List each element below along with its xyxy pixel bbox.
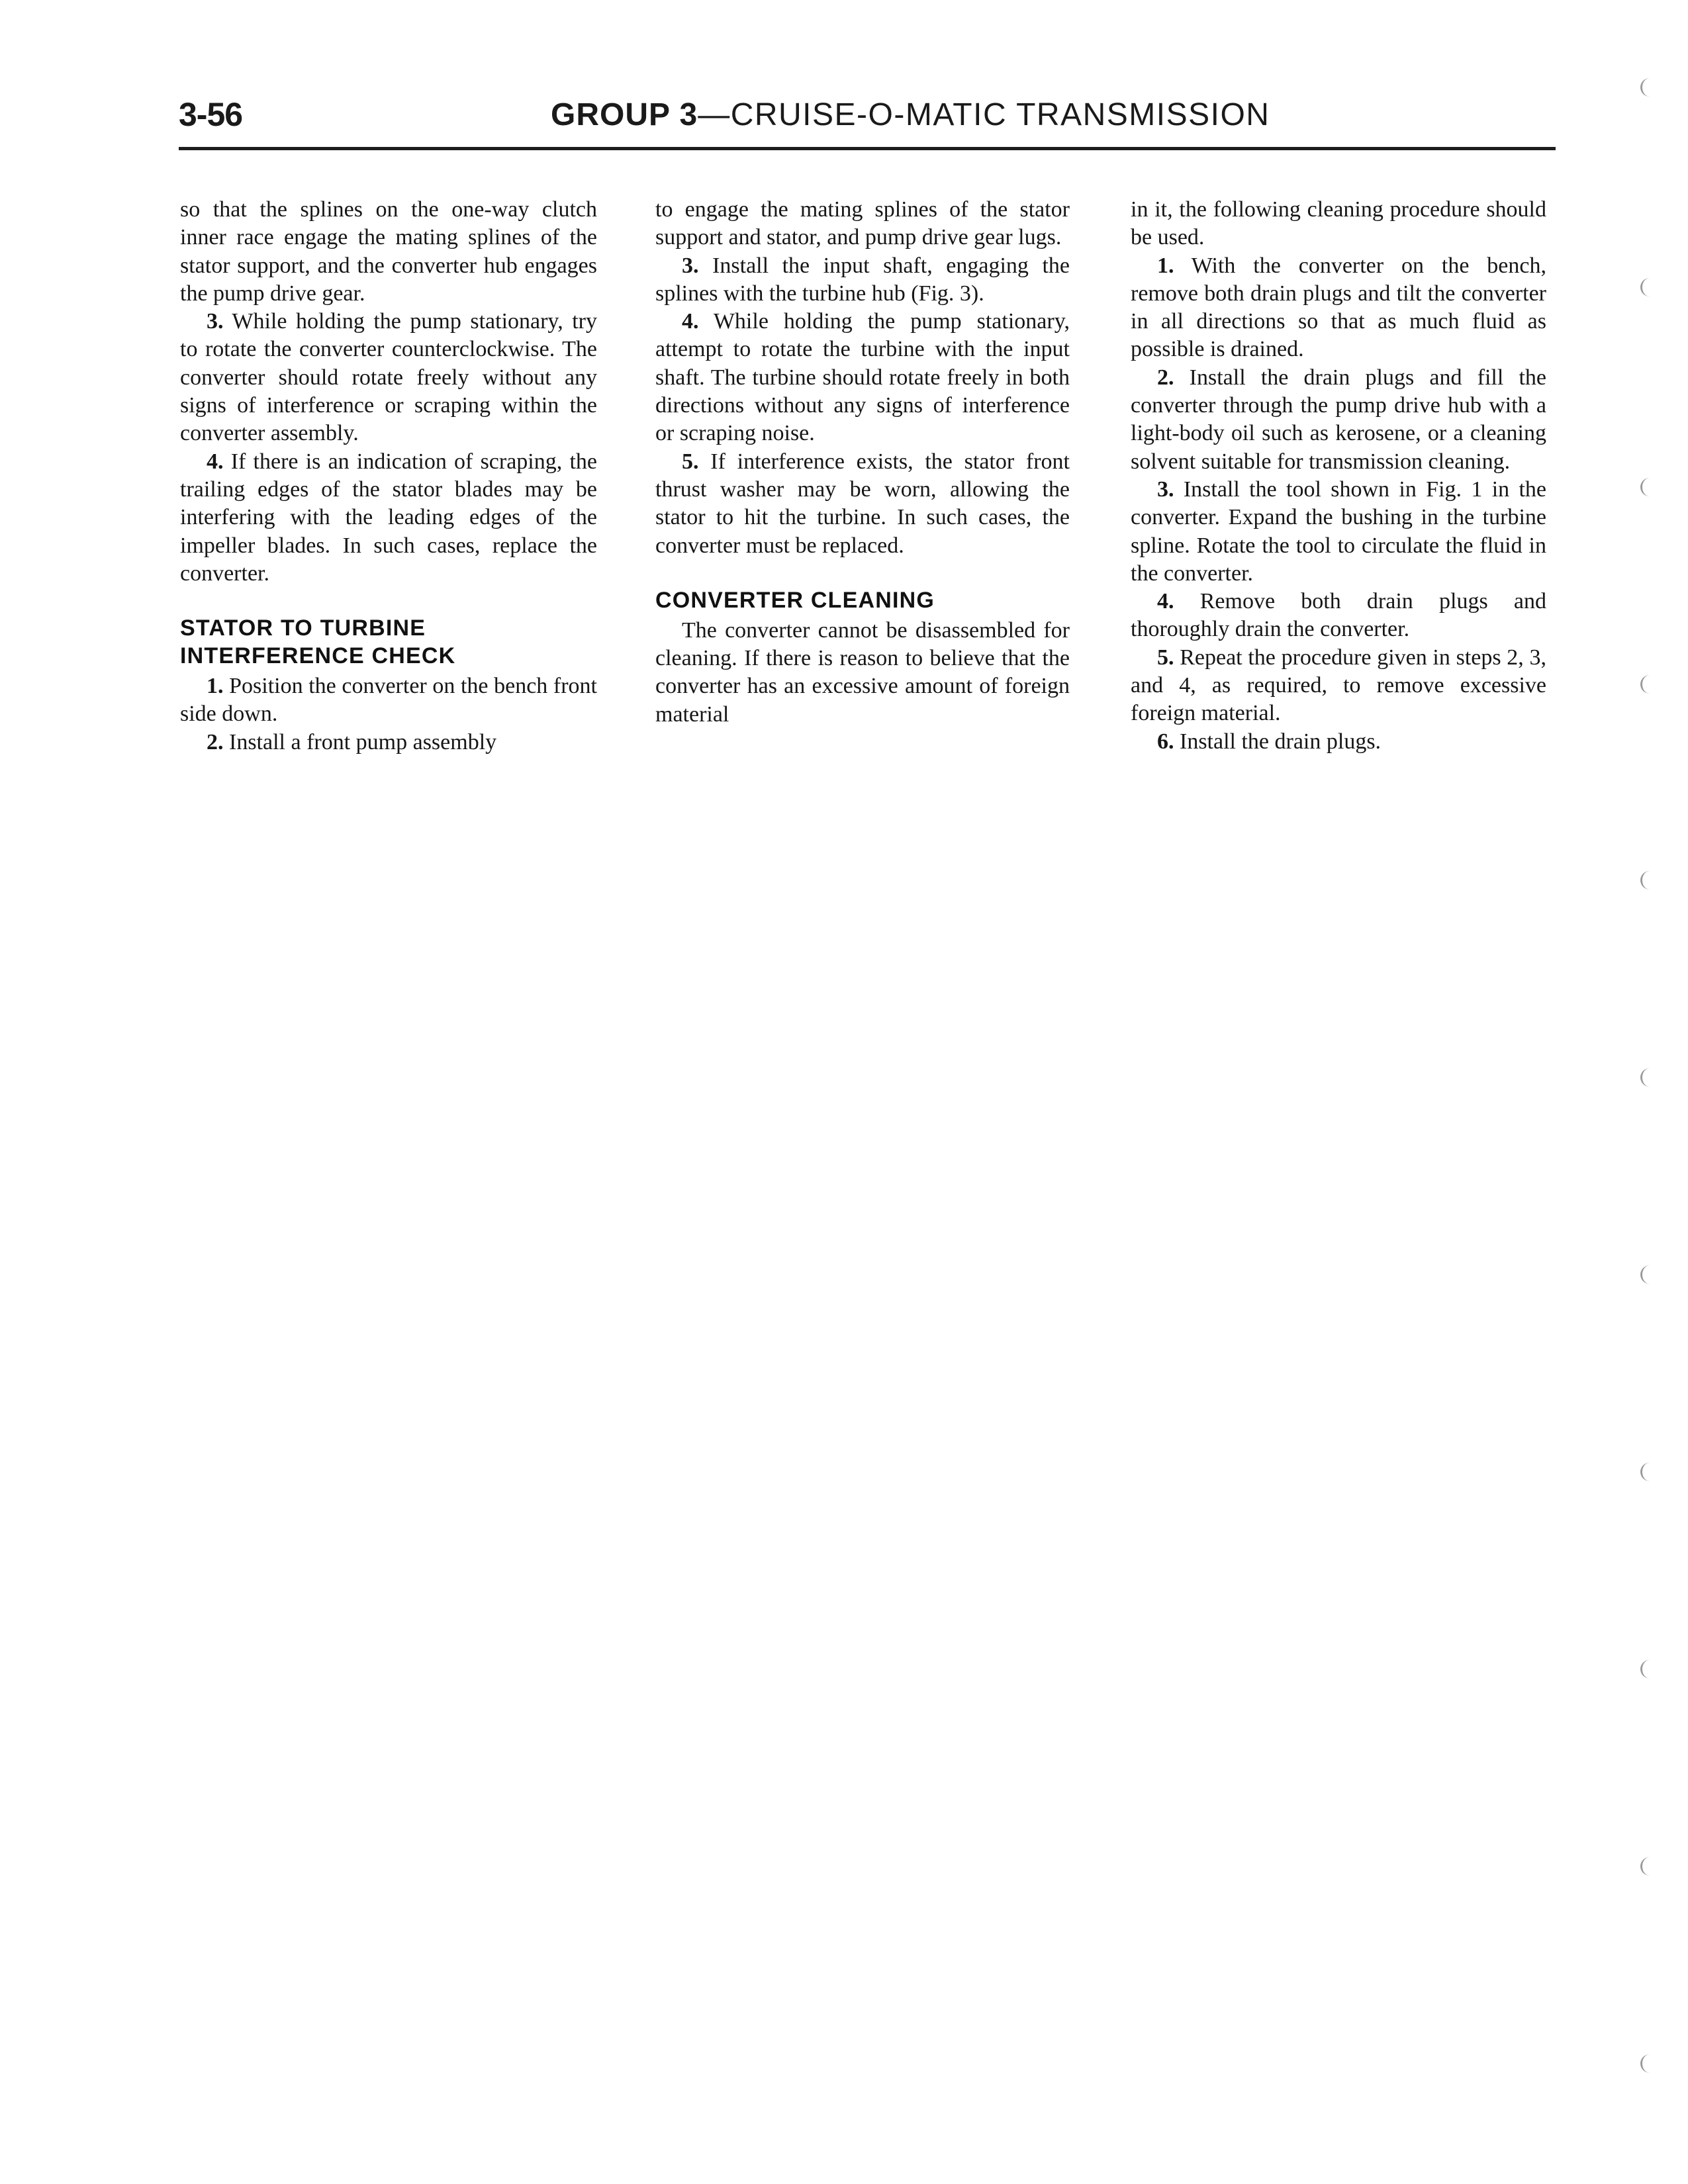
binding-hole-mark [1640,478,1652,496]
step-paragraph [655,308,1070,447]
step-text: Position the converter on the bench front side down. [180,674,597,727]
text-column-3 [1131,196,1546,756]
running-title [551,97,1270,133]
header-rule [179,147,1556,150]
heading-line: CONVERTER CLEANING [655,587,935,613]
section-heading [655,586,1070,614]
step-number: 2. [1157,365,1174,390]
step-text: Install the drain plugs. [1180,729,1382,754]
step-number: 1. [207,674,224,699]
step-number: 5. [1157,645,1174,670]
section-title: —CRUISE-O-MATIC TRANSMISSION [698,97,1270,132]
step-paragraph [1131,476,1546,588]
page-number: 3-56 [179,96,243,133]
step-paragraph [180,448,597,588]
binding-hole-mark [1640,871,1652,889]
text-column-1 [180,196,597,756]
step-paragraph [180,308,597,447]
step-text: While holding the pump stationary, try to rotate the converter counterclockwise. The converter should rotate freely without any signs of interference or scraping within the converter assembly. [180,309,597,446]
step-text: Repeat the procedure given in steps 2, 3, and 4, as required, to remove excessive foreign material. [1131,645,1547,726]
paragraph: to engage the mating splines of the stator support and stator, and pump drive gear lugs. [655,197,1070,250]
binding-hole-mark [1640,1660,1652,1678]
binding-hole-mark [1640,1068,1652,1087]
paragraph: so that the splines on the one-way clutch inner race engage the mating splines of the stator support, and the converter hub engages the pump drive gear. [180,197,597,306]
step-number: 4. [682,309,699,334]
binding-hole-mark [1640,1265,1652,1284]
paragraph: The converter cannot be disassembled for cleaning. If there is reason to believe that the converter has an excessive amount of foreign material [655,617,1070,727]
heading-line: INTERFERENCE CHECK [180,643,456,669]
paragraph: in it, the following cleaning procedure should be used. [1131,197,1546,250]
step-number: 4. [207,449,224,474]
step-paragraph [180,729,597,756]
step-text: If interference exists, the stator front thrust washer may be worn, allowing the stator to hit the turbine. In such cases, the converter must be replaced. [655,449,1070,558]
step-paragraph [1131,588,1546,644]
step-text: Install a front pump assembly [229,729,497,754]
step-number: 1. [1157,253,1174,278]
section-heading [180,614,597,670]
step-number: 6. [1157,729,1174,754]
step-text: With the converter on the bench, remove both drain plugs and tilt the converter in all directions so that as much fluid as possible is drained. [1131,253,1546,362]
step-text: If there is an indication of scraping, the trailing edges of the stator blades may be interfering with the leading edges of the impeller blades. In such cases, replace the converter. [180,449,597,586]
step-paragraph [1131,364,1546,476]
step-text: Install the input shaft, engaging the splines with the turbine hub (Fig. 3). [655,253,1070,306]
binding-hole-mark [1640,278,1652,296]
step-text: Install the tool shown in Fig. 1 in the converter. Expand the bushing in the turbine spline. Rotate the tool to circulate the fluid in the converter. [1131,477,1547,586]
step-text: Remove both drain plugs and thoroughly drain the converter. [1131,589,1547,642]
step-paragraph [655,448,1070,560]
step-paragraph [1131,728,1546,756]
binding-hole-mark [1640,78,1652,97]
binding-hole-mark [1640,675,1652,694]
step-paragraph [180,672,597,729]
page-header [179,90,1556,150]
step-number: 3. [207,309,224,334]
step-paragraph [1131,252,1546,364]
step-text: Install the drain plugs and fill the converter through the pump drive hub with a light-body oil such as kerosene, or a cleaning solvent suitable for transmission cleaning. [1131,365,1546,474]
binding-hole-mark [1640,1463,1652,1481]
step-paragraph [655,252,1070,308]
binding-hole-mark [1640,1857,1652,1876]
step-number: 5. [682,449,699,474]
step-text: While holding the pump stationary, attempt to rotate the turbine with the input shaft. The turbine should rotate freely in both directions without any signs of interference or scraping noise. [655,309,1070,446]
text-column-2 [655,196,1070,729]
heading-line: STATOR TO TURBINE [180,615,426,641]
step-number: 2. [207,729,224,754]
group-label: GROUP 3 [551,97,698,132]
step-number: 4. [1157,589,1174,614]
step-number: 3. [682,253,699,278]
step-number: 3. [1157,477,1174,502]
step-paragraph [1131,644,1546,728]
binding-hole-mark [1640,2054,1652,2073]
